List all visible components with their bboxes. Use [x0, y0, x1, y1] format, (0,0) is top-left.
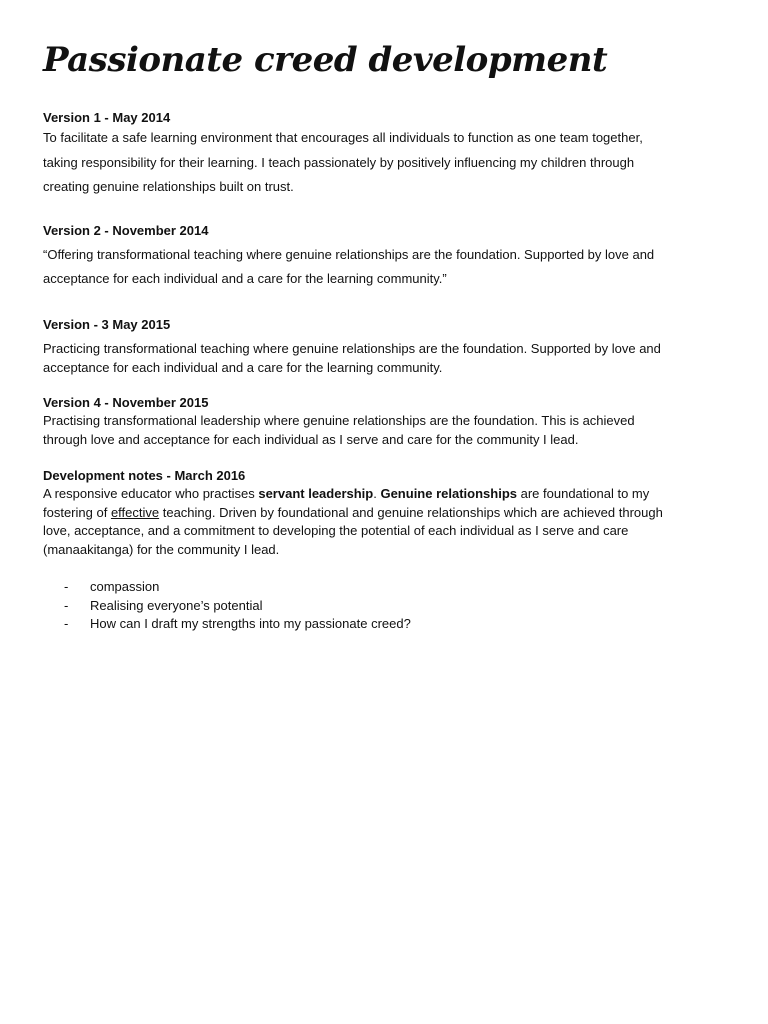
version-4-paragraph — [43, 412, 635, 449]
list-dash: - — [64, 597, 69, 613]
version-3-line: acceptance for each individual and a care for the learning community. — [43, 359, 443, 375]
list-item-text: compassion — [90, 579, 160, 594]
list-dash: - — [64, 616, 69, 631]
servant-leadership-emphasis: servant leadership — [258, 486, 374, 501]
text-run: are foundational to my — [517, 486, 650, 501]
development-notes-line: (manaakitanga) for the community I lead. — [43, 541, 280, 557]
version-2-paragraph — [43, 243, 654, 291]
version-1-paragraph — [43, 126, 643, 200]
version-4-line: Practising transformational leadership where genuine relationships are the foundation. This is achieved — [43, 413, 635, 428]
version-1-line: taking responsibility for their learning. I teach passionately by positively influencing my children through — [43, 154, 635, 170]
document-page — [43, 0, 733, 1024]
list-item-text: Realising everyone’s potential — [90, 597, 263, 613]
text-run: fostering of — [43, 504, 111, 520]
development-notes-line — [43, 504, 663, 523]
development-notes-heading: Development notes - March 2016 — [43, 468, 246, 483]
version-2-line: acceptance for each individual and a care for the learning community.” — [43, 271, 447, 286]
version-1-line: To facilitate a safe learning environment that encourages all individuals to function as one team together, — [43, 130, 643, 145]
effective-underlined: effective — [110, 504, 160, 520]
development-notes-line — [43, 485, 663, 504]
list-item-text: How can I draft my strengths into my passionate creed? — [90, 616, 411, 631]
text-run: teaching. Driven by foundational and genuine relationships which are achieved through — [159, 504, 663, 520]
version-1-line: creating genuine relationships built on trust. — [43, 179, 294, 194]
text-run: A responsive educator who practises — [43, 486, 259, 501]
version-1-heading: Version 1 - May 2014 — [43, 110, 171, 125]
list-dash: - — [64, 579, 69, 594]
development-notes-paragraph — [43, 485, 663, 559]
version-3-line: Practicing transformational teaching where genuine relationships are the foundation. Supported by love and — [43, 341, 661, 356]
version-4-heading: Version 4 - November 2015 — [43, 395, 209, 410]
version-2-heading: Version 2 - November 2014 — [43, 223, 209, 238]
page-title: Passionate creed development — [43, 40, 608, 80]
version-3-heading: Version - 3 May 2015 — [43, 317, 171, 332]
genuine-relationships-emphasis: Genuine relationships — [380, 486, 517, 501]
text-run: . — [373, 486, 381, 501]
version-3-paragraph — [43, 340, 661, 377]
version-2-line: “Offering transformational teaching where genuine relationships are the foundation. Supported by love and — [43, 247, 655, 262]
version-4-line: through love and acceptance for each individual as I serve and care for the community I lead. — [43, 431, 579, 447]
development-notes-line: love, acceptance, and a commitment to developing the potential of each individual as I serve and care — [43, 523, 629, 538]
